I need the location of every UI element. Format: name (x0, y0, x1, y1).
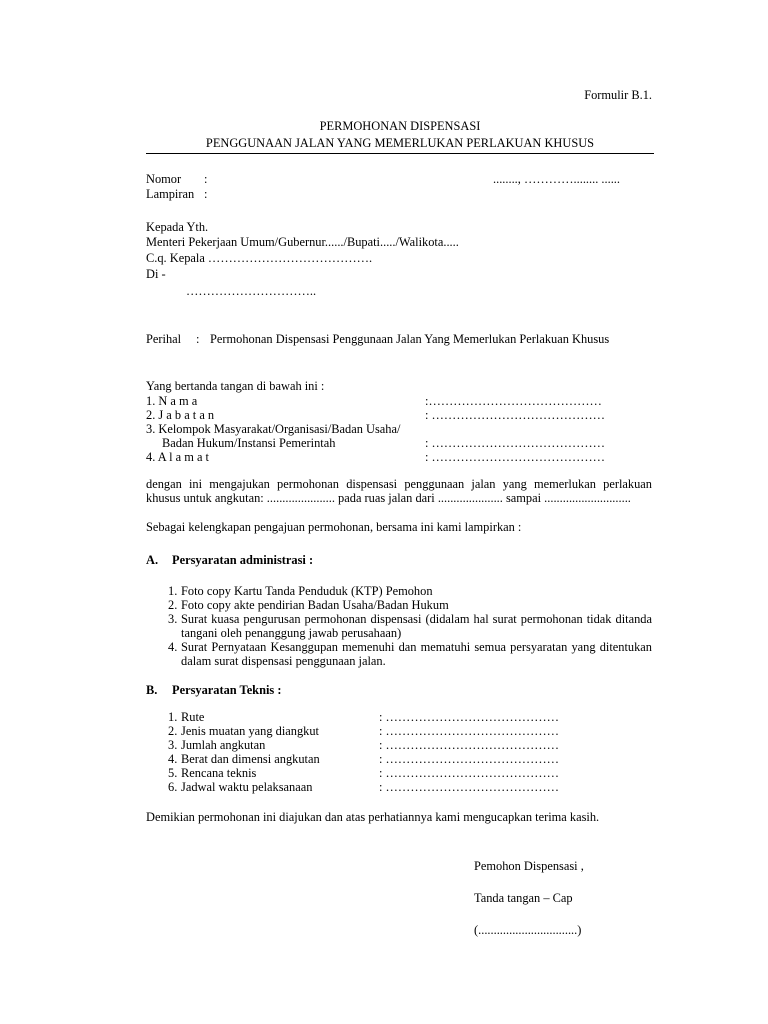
perihal-separator: : (196, 332, 200, 346)
section-b-item-value[interactable]: : …………………………………… (379, 752, 560, 766)
section-b-title: Persyaratan Teknis : (172, 683, 282, 697)
closing-statement: Demikian permohonan ini diajukan dan atas perhatiannya kami mengucapkan terima kasih. (146, 810, 600, 824)
field-alamat-label: 4. A l a m a t (146, 450, 209, 464)
section-a-item-text: Surat kuasa pengurusan permohonan dispensasi (didalam hal surat permohonan tidak ditanda tangani oleh penanggung jawab perusahaan) (181, 612, 652, 640)
field-jabatan-value[interactable]: : …………………………………… (425, 408, 606, 422)
field-nama-label: 1. N a m a (146, 394, 198, 408)
nomor-separator: : (204, 172, 208, 186)
lampiran-separator: : (204, 187, 208, 201)
section-b-item-value[interactable]: : …………………………………… (379, 780, 560, 794)
field-kelompok-value[interactable]: : …………………………………… (425, 436, 606, 450)
title-divider (146, 153, 654, 154)
section-a-item-num: 1. (168, 584, 178, 598)
section-b-item-label: Jumlah angkutan (181, 738, 266, 752)
section-b-item-label: Jadwal waktu pelaksanaan (181, 780, 313, 794)
section-a-title: Persyaratan administrasi : (172, 553, 314, 567)
section-b-item-num: 4. (168, 752, 178, 766)
signature-name-placeholder[interactable]: (................................) (474, 923, 582, 937)
section-a-item-text: Foto copy akte pendirian Badan Usaha/Badan Hukum (181, 598, 449, 612)
signature-role: Pemohon Dispensasi , (474, 859, 584, 873)
addressee-di: Di - (146, 267, 166, 281)
section-b-item-value[interactable]: : …………………………………… (379, 710, 560, 724)
request-paragraph: dengan ini mengajukan permohonan dispensasi penggunaan jalan yang memerlukan perlakuan khusus untuk angkutan: ...................... pada ruas jalan dari ..................... sampai ............................ (146, 477, 652, 505)
section-b-letter: B. (146, 683, 158, 697)
addressee-recipient: Menteri Pekerjaan Umum/Gubernur....../Bupati...../Walikota..... (146, 235, 459, 249)
attachments-intro: Sebagai kelengkapan pengajuan permohonan, bersama ini kami lampirkan : (146, 520, 522, 534)
section-a-item-num: 3. (168, 612, 178, 626)
section-a-item-text: Foto copy Kartu Tanda Penduduk (KTP) Pemohon (181, 584, 433, 598)
perihal-text: Permohonan Dispensasi Penggunaan Jalan Yang Memerlukan Perlakuan Khusus (210, 332, 610, 346)
addressee-cq: C.q. Kepala …………………………………. (146, 251, 373, 265)
section-b-item-num: 1. (168, 710, 178, 724)
perihal-label: Perihal (146, 332, 182, 346)
section-b-item-value[interactable]: : …………………………………… (379, 724, 560, 738)
section-b-item-num: 6. (168, 780, 178, 794)
addressee-di-dots: ………………………….. (186, 284, 317, 298)
title-line2: PENGGUNAAN JALAN YANG MEMERLUKAN PERLAKUAN KHUSUS (205, 136, 595, 150)
section-b-item-value[interactable]: : …………………………………… (379, 738, 560, 752)
field-jabatan-label: 2. J a b a t a n (146, 408, 215, 422)
form-id: Formulir B.1. (584, 88, 652, 102)
section-b-item-num: 5. (168, 766, 178, 780)
field-kelompok-label-cont: Badan Hukum/Instansi Pemerintah (162, 436, 336, 450)
section-a-letter: A. (146, 553, 159, 567)
section-b-item-label: Rencana teknis (181, 766, 257, 780)
section-a-item-text: Surat Pernyataan Kesanggupan memenuhi dan mematuhi semua persyaratan yang ditentukan dalam surat dispensasi penggunaan jalan. (181, 640, 652, 668)
field-nama-value[interactable]: :…………………………………… (425, 394, 602, 408)
section-b-item-value[interactable]: : …………………………………… (379, 766, 560, 780)
section-b-item-label: Jenis muatan yang diangkut (181, 724, 319, 738)
addressee-greeting: Kepada Yth. (146, 220, 209, 234)
section-a-item-num: 2. (168, 598, 178, 612)
field-alamat-value[interactable]: : …………………………………… (425, 450, 606, 464)
date-placeholder: ........, …………........ ...... (493, 172, 621, 186)
section-b-item-label: Berat dan dimensi angkutan (181, 752, 320, 766)
title-line1: PERMOHONAN DISPENSASI (319, 119, 481, 133)
applicant-intro: Yang bertanda tangan di bawah ini : (146, 379, 325, 393)
section-b-item-num: 3. (168, 738, 178, 752)
section-b-item-num: 2. (168, 724, 178, 738)
section-a-item-num: 4. (168, 640, 178, 654)
lampiran-label: Lampiran (146, 187, 195, 201)
nomor-label: Nomor (146, 172, 182, 186)
signature-instruction: Tanda tangan – Cap (474, 891, 573, 905)
section-b-item-label: Rute (181, 710, 205, 724)
field-kelompok-label: 3. Kelompok Masyarakat/Organisasi/Badan Usaha/ (146, 422, 401, 436)
